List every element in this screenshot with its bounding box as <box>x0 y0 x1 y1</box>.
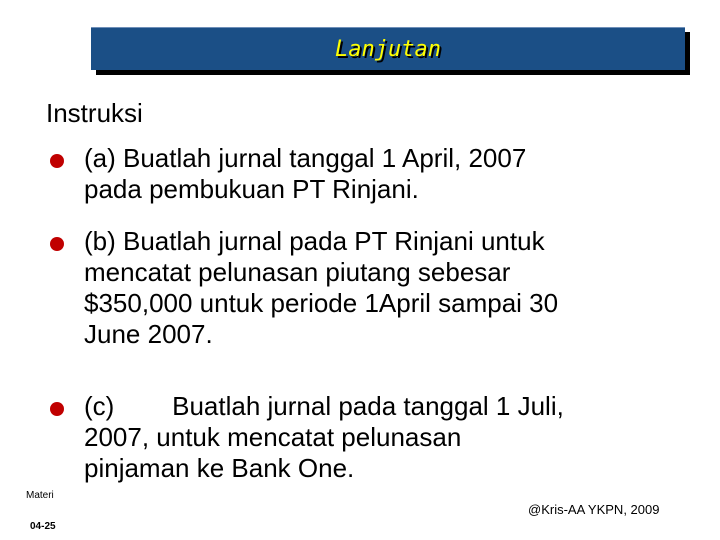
side-label: Materi <box>26 490 54 501</box>
bullet-item-a: (a) Buatlah jurnal tanggal 1 April, 2007 pada pembukuan PT Rinjani. <box>84 143 527 204</box>
page-number: 04-25 <box>30 521 56 532</box>
slide-title: Lanjutan <box>335 36 441 62</box>
bullet-item-b: (b) Buatlah jurnal pada PT Rinjani untuk mencatat pelunasan piutang sebesar $350,000 untuk periode 1April sampai 30 June 2007. <box>84 226 559 349</box>
bullet-dot-icon <box>50 237 64 251</box>
bullet-item-c: (c) Buatlah jurnal pada tanggal 1 Juli, 2007, untuk mencatat pelunasan pinjaman ke Bank One. <box>84 391 564 483</box>
footer-credit: @Kris-AA YKPN, 2009 <box>528 502 660 517</box>
section-heading: Instruksi <box>46 98 143 128</box>
bullet-dot-icon <box>50 154 64 168</box>
bullet-dot-icon <box>50 402 64 416</box>
title-bar <box>91 27 685 70</box>
